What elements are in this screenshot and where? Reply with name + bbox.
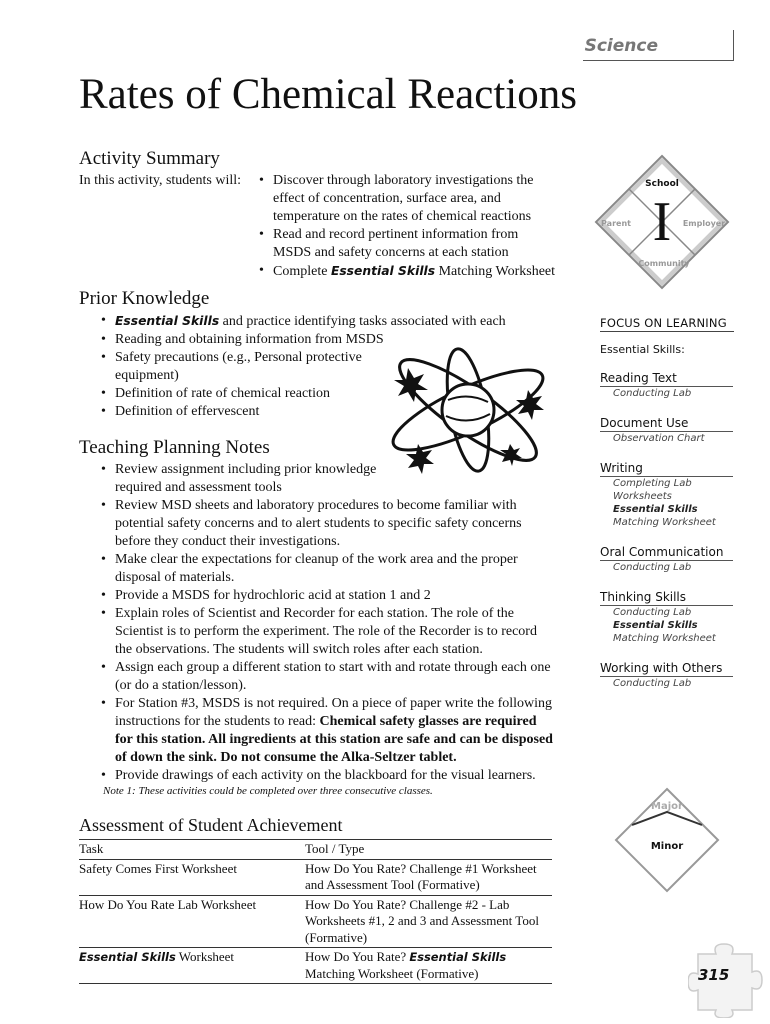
activity-summary-intro: In this activity, students will: (79, 173, 242, 188)
subject-label: Science (584, 36, 658, 56)
prior-knowledge-heading: Prior Knowledge (79, 288, 210, 309)
table-row: Safety Comes First Worksheet How Do You Rate? Challenge #1 Worksheet and Assessment Tool (Formative) (79, 859, 552, 895)
skill-working-sub: Conducting Lab (613, 678, 692, 689)
skill-reading-title: Reading Text (600, 371, 733, 387)
list-item: • Provide a MSDS for hydrochloric acid at station 1 and 2 (101, 587, 553, 605)
list-item: • Assign each group a different station to start with and rotate through each one (or do a station/lesson). (101, 659, 555, 695)
diamond-left-label: Parent (601, 219, 631, 228)
list-item: • Review assignment including prior knowledge required and assessment tools (101, 461, 385, 497)
skill-document-sub: Observation Chart (613, 433, 705, 444)
skill-oral-sub: Conducting Lab (613, 562, 692, 573)
list-item: • Explain roles of Scientist and Recorder for each station. The role of the Scientist is to perform the experiment. The role of the Recorder is to record the observations. The students will switch roles after each station. (101, 605, 545, 659)
diamond-bottom-label: Community (638, 259, 690, 268)
skill-writing-sub2: Essential Skills Matching Worksheet (613, 504, 716, 528)
activity-summary-heading: Activity Summary (79, 148, 220, 169)
column-header-tool: Tool / Type (305, 841, 365, 856)
activity-summary-list (259, 172, 559, 281)
list-item: • Complete Essential Skills Matching Worksheet (259, 262, 559, 281)
list-item: • For Station #3, MSDS is not required. On a piece of paper write the following instructions for the students to read: Chemical safety glasses are required for this station. All ingredients at this station are safe and can be disposed of down the sink. Do not consume the Alka-Seltzer tablet. (101, 695, 553, 767)
skill-document-title: Document Use (600, 416, 733, 432)
skill-oral-title: Oral Communication (600, 545, 733, 561)
diamond-right-label: Employer (682, 219, 726, 228)
partnership-diamond-logo (592, 152, 732, 292)
list-item: • Make clear the expectations for cleanup of the work area and the proper disposal of materials. (101, 551, 545, 587)
major-minor-diamond (612, 785, 722, 895)
minor-label: Minor (650, 841, 684, 852)
table-row: How Do You Rate Lab Worksheet How Do You Rate? Challenge #2 - Lab Worksheets #1, 2 and 3 and Assessment Tool (Formative) (79, 895, 552, 948)
sidebar-essential-label: Essential Skills: (600, 343, 685, 356)
sidebar-heading: FOCUS ON LEARNING (600, 316, 734, 332)
note-text: Note 1: These activities could be completed over three consecutive classes. (103, 785, 433, 797)
list-item: • Review MSD sheets and laboratory procedures to become familiar with potential safety concerns and to alert students to specific safety concerns before they conduct their investigations. (101, 497, 553, 551)
teaching-notes-list (101, 461, 553, 785)
list-item: • Read and record pertinent information from MSDS and safety concerns at each station (259, 226, 559, 262)
column-header-task: Task (79, 841, 104, 856)
teaching-notes-heading: Teaching Planning Notes (79, 437, 270, 458)
skill-writing-sub1: Completing Lab Worksheets (613, 478, 692, 502)
list-item: • Reading and obtaining information from MSDS (101, 331, 521, 349)
table-row: Essential Skills Worksheet How Do You Rate? Essential Skills Matching Worksheet (Formative) (79, 948, 552, 984)
skill-working-title: Working with Others (600, 661, 733, 677)
assessment-heading: Assessment of Student Achievement (79, 815, 343, 835)
page-number: 315 (698, 966, 730, 984)
list-item: • Essential Skills and practice identifying tasks associated with each (101, 312, 521, 331)
skill-thinking-title: Thinking Skills (600, 590, 733, 606)
list-item: • Safety precautions (e.g., Personal protective equipment) (101, 349, 383, 385)
skill-thinking-sub1: Conducting Lab (613, 607, 692, 618)
skill-reading-sub: Conducting Lab (613, 388, 692, 399)
list-item: • Provide drawings of each activity on the blackboard for the visual learners. (101, 767, 553, 785)
table-header-row (79, 840, 552, 860)
major-label: Major (651, 801, 683, 812)
diamond-center-letter: I (652, 191, 672, 253)
atom-illustration (378, 340, 558, 480)
list-item: • Discover through laboratory investigations the effect of concentration, surface area, and temperature on the rates of chemical reactions (259, 172, 559, 226)
focus-on-learning-sidebar (600, 316, 734, 690)
assessment-table (79, 839, 552, 984)
list-item: • Definition of rate of chemical reaction (101, 385, 521, 403)
skill-thinking-sub2: Essential Skills Matching Worksheet (613, 620, 716, 644)
skill-writing-title: Writing (600, 461, 733, 477)
list-item: • Definition of effervescent (101, 403, 521, 421)
page-title: Rates of Chemical Reactions (79, 71, 577, 118)
diamond-top-label: School (645, 179, 679, 189)
